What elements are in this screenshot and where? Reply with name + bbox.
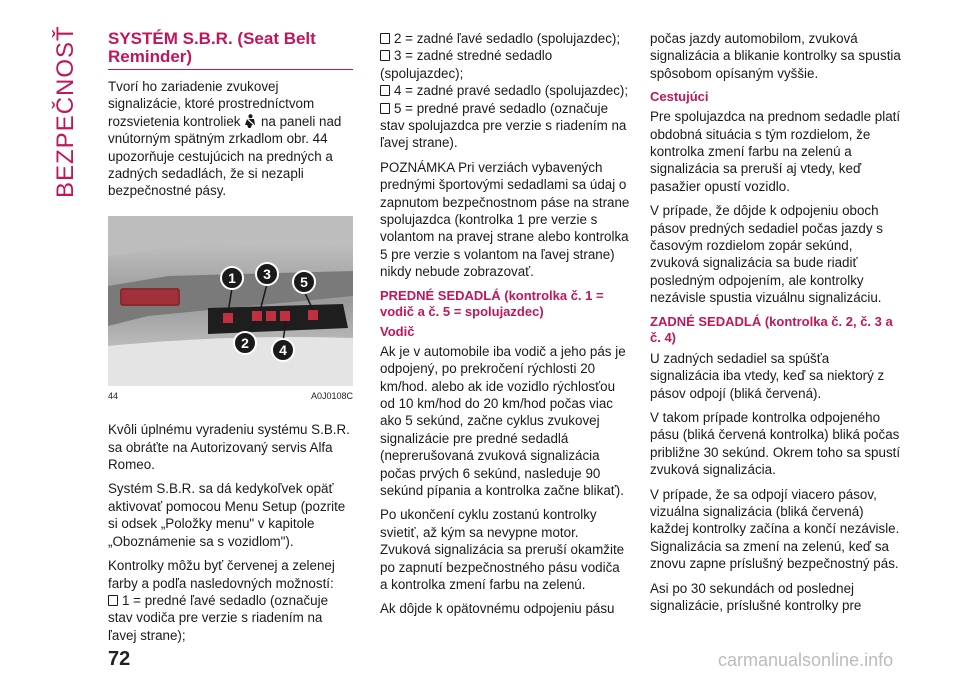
list-item: 4 = zadné pravé sedadlo (spolujazdec); bbox=[380, 82, 630, 99]
paragraph: Kontrolky môžu byť červenej a zelenej farby a podľa nasledovných možností: bbox=[108, 558, 335, 591]
svg-text:4: 4 bbox=[279, 341, 287, 358]
figure-44 bbox=[108, 216, 353, 386]
intro-text-b: na paneli nad vnútorným spätným zrkadlom obr. 44 upozorňuje cestujúcich na predných a zadných sedadlách, že si nezapli bezpečnostné pásy. bbox=[108, 113, 342, 199]
bullet-icon bbox=[380, 50, 390, 61]
callout-3 bbox=[256, 263, 278, 285]
subheading-passengers: Cestujúci bbox=[650, 89, 709, 105]
figure-number: 44 bbox=[108, 390, 119, 401]
bullet-icon bbox=[380, 103, 390, 114]
svg-text:5: 5 bbox=[300, 273, 308, 290]
paragraph: Ak dôjde k opätovnému odpojeniu pásu bbox=[380, 601, 615, 617]
list-item: 5 = predné pravé sedadlo (označuje stav spolujazdca pre verzie s riadením na ľavej strane). bbox=[380, 100, 627, 151]
section-heading-rear-seats: ZADNÉ SEDADLÁ (kontrolka č. 2, č. 3 a č. 4) bbox=[650, 313, 893, 345]
side-chapter-tab bbox=[52, 25, 82, 198]
seatbelt-icon bbox=[244, 114, 257, 128]
intro-paragraph bbox=[108, 78, 353, 200]
list-item: 2 = zadné ľavé sedadlo (spolujazdec); bbox=[380, 30, 630, 47]
list-item: 3 = zadné stredné sedadlo (spolujazdec); bbox=[380, 48, 553, 81]
column-1 bbox=[108, 30, 353, 651]
figure-caption bbox=[108, 388, 353, 405]
bullet-icon bbox=[108, 595, 118, 606]
callout-4 bbox=[272, 339, 294, 361]
paragraph: počas jazdy automobilom, zvuková signalizácia a blikanie kontrolky sa spustia spôsobom opísaným vyššie. bbox=[650, 31, 901, 81]
subheading-driver: Vodič bbox=[380, 323, 415, 339]
overhead-panel-photo bbox=[108, 216, 353, 386]
figure-code: A0J0108C bbox=[310, 390, 353, 401]
paragraph: U zadných sedadiel sa spúšťa signalizácia iba vtedy, keď sa niektorý z pásov odpojí (bliká červená). bbox=[650, 350, 885, 401]
svg-text:2: 2 bbox=[241, 334, 249, 351]
list-item: 1 = predné ľavé sedadlo (označuje stav vodiča pre verzie s riadením na ľavej strane); bbox=[108, 592, 329, 643]
callout-2 bbox=[234, 332, 256, 354]
page-title: SYSTÉM S.B.R. (Seat Belt Reminder) bbox=[108, 30, 353, 70]
svg-text:3: 3 bbox=[263, 265, 271, 282]
paragraph: V prípade, že sa odpojí viacero pásov, vizuálna signalizácia (bliká červená) každej kontrolky začína a končí nezávisle. Signalizácia sa zmení na zelenú, keď sa znovu zapne príslušný bezpečnostný pás. bbox=[650, 486, 900, 572]
column-3 bbox=[650, 30, 902, 621]
paragraph: Ak je v automobile iba vodič a jeho pás je odpojený, po prekročení rýchlosti 20 km/hod. alebo ak ide vozidlo rýchlosťou od 10 km/hod do 20 km/hod počas viac ako 5 sekúnd, začne cyklus zvukovej signalizácie pre predné sedadlá (neprerušovaná zvuková signalizácia počas prvých 6 sekúnd, nasleduje 90 sekúnd pípania a kontrolka začne blikať). bbox=[380, 343, 626, 498]
paragraph: Systém S.B.R. sa dá kedykoľvek opäť aktivovať pomocou Menu Setup (pozrite si odsek „Položky menu" v kapitole „Oboznámenie sa s vozidlom"). bbox=[108, 481, 346, 549]
section-heading-front-seats: PREDNÉ SEDADLÁ (kontrolka č. 1 = vodič a č. 5 = spolujazdec) bbox=[380, 287, 604, 319]
callout-5 bbox=[293, 271, 315, 293]
column-2 bbox=[380, 30, 630, 625]
bullet-icon bbox=[380, 85, 390, 96]
note-paragraph: POZNÁMKA Pri verziách vybavených prednými športovými sedadlami sa údaj o zapnutom bezpečnostnom páse na strane spolujazdca (kontrolka 1 pre verzie s volantom na pravej strane alebo kontrolka 5 pre verzie s volantom na ľavej strane) nikdy nebude zobrazovať. bbox=[380, 159, 630, 280]
paragraph: Po ukončení cyklu zostanú kontrolky svietiť, až kým sa nevypne motor. Zvuková signalizácia sa preruší okamžite po zapnutí bezpečnostného pásu vodiča a kontrolka zmení farbu na zelenú. bbox=[380, 507, 625, 592]
paragraph: Kvôli úplnému vyradeniu systému S.B.R. sa obráťte na Autorizovaný servis Alfa Romeo. bbox=[108, 422, 350, 473]
watermark: carmanualsonline.info bbox=[718, 650, 894, 670]
paragraph: V prípade, že dôjde k odpojeniu oboch pásov predných sedadiel počas jazdy s časovým rozdielom zopár sekúnd, zvuková signalizácia sa bude riadiť posledným odpojením, ale kontrolky nezávisle spustia vizuálnu signalizáciu. bbox=[650, 203, 883, 306]
intro-text-a: Tvorí ho zariadenie zvukovej signalizácie, ktoré prostredníctvom rozsvietenia kontroliek bbox=[108, 79, 315, 129]
paragraph: V takom prípade kontrolka odpojeného pásu (bliká červená kontrolka) bliká počas približne 30 sekúnd. Okrem toho sa spustí zvuková signalizácia. bbox=[650, 409, 901, 478]
paragraph: Pre spolujazdca na prednom sedadle platí obdobná situácia s tým rozdielom, že kontrolka zmení farbu na zelenú a signalizácia sa preruší aj vtedy, keď pasažier opustí vozidlo. bbox=[650, 109, 901, 194]
svg-text:1: 1 bbox=[228, 269, 236, 286]
bullet-icon bbox=[380, 33, 390, 44]
chapter-label: BEZPEČNOSŤ bbox=[52, 25, 79, 198]
callout-1 bbox=[221, 267, 243, 289]
paragraph: Asi po 30 sekundách od poslednej signalizácie, príslušné kontrolky pre bbox=[650, 580, 862, 613]
page-number: 72 bbox=[108, 648, 131, 670]
